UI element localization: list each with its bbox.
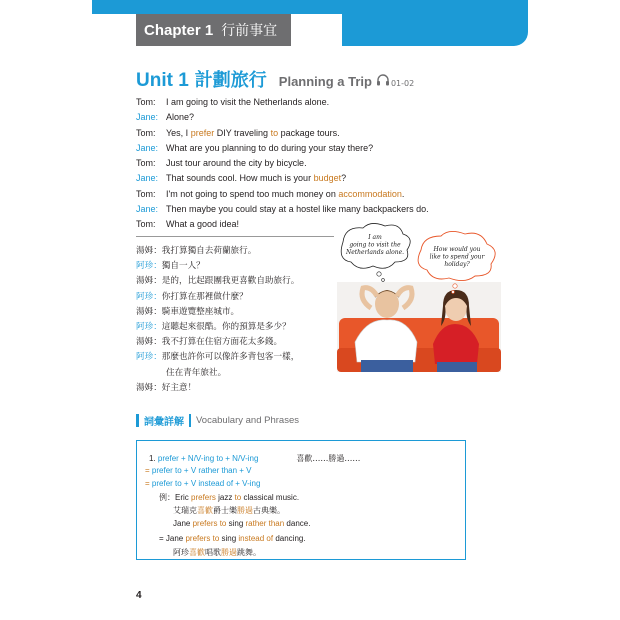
translation-text: 是的，比起跟團我更喜歡自助旅行。 [161, 276, 300, 287]
vocabulary-heading-zh: 詞彙詳解 [144, 417, 184, 428]
phrase-pattern: prefer + N/V-ing to + N/V-ing [157, 454, 259, 463]
speaker-name-zh: 湯姆： [136, 246, 162, 256]
translation-text: 騎車遊覽整座城市。 [161, 306, 240, 317]
unit-title-zh: 計劃旅行 [194, 70, 267, 91]
vocabulary-heading [136, 413, 299, 428]
translation-text: 住在青年旅社。 [166, 367, 227, 378]
highlighted-word: rather than [245, 519, 285, 528]
vocabulary-box [136, 440, 466, 560]
speaker-name: Tom: [136, 188, 156, 199]
vocabulary-text: = [159, 534, 166, 543]
translation-line [136, 350, 336, 365]
bubble-text-line: Netherlands alone. [345, 249, 405, 256]
highlighted-word: to [234, 493, 242, 502]
dialogue-line [136, 156, 496, 171]
keyword: budget [313, 173, 342, 184]
vocabulary-text: dance. [284, 519, 311, 528]
chapter-header [92, 0, 528, 46]
dialogue-line [136, 95, 496, 110]
speaker-name-zh: 阿珍： [136, 261, 162, 272]
translation-line [136, 320, 336, 335]
unit-title-en: Planning a Trip [278, 74, 372, 89]
highlighted-word: instead of [238, 534, 274, 543]
dialogue-text: Alone? [166, 112, 195, 123]
vocabulary-text: 例： [159, 493, 175, 502]
vocabulary-text: 古典樂。 [253, 506, 285, 515]
speaker-name-zh: 湯姆： [136, 276, 162, 287]
illustration [337, 222, 501, 372]
chapter-tab [136, 14, 291, 46]
vocabulary-line [159, 534, 306, 543]
translation-line [136, 305, 336, 320]
bubble-text-line: going to visit the [349, 241, 401, 249]
translation-text: 好主意！ [161, 382, 197, 393]
speaker-name: Jane: [136, 112, 159, 123]
heading-separator [189, 414, 191, 427]
vocabulary-line [173, 505, 285, 516]
dialogue-text: What are you planning to do during your stay there? [166, 142, 374, 153]
dialogue-text: ? [341, 173, 347, 184]
bubble-text-line: like to spend your [429, 253, 485, 261]
speaker-name: Tom: [136, 158, 156, 169]
dialogue-text: DIY traveling [214, 127, 271, 138]
keyword: to [270, 127, 279, 138]
page-number: 4 [136, 590, 142, 601]
translation-line [136, 274, 336, 289]
translation-text: 我不打算在住宿方面花太多錢。 [161, 337, 283, 348]
vocabulary-text: Eric [175, 493, 191, 502]
translation-line [136, 381, 336, 396]
dialogue-line [136, 141, 496, 156]
phrase-pattern: prefer to + V rather than + V [151, 466, 252, 475]
translation-text: 那麼也許你可以像許多背包客一樣， [161, 352, 300, 363]
translation-line [136, 244, 336, 259]
dialogue-text: package tours. [278, 127, 340, 138]
chapter-label: Chapter 1 [144, 21, 214, 39]
vocabulary-text: jazz [215, 493, 235, 502]
phrase-gloss: 喜歡……勝過…… [296, 454, 361, 463]
dialogue-line [136, 110, 496, 125]
dialogue-text: That sounds cool. How much is your [166, 173, 314, 184]
highlighted-word: = [145, 466, 152, 475]
translation-line [136, 335, 336, 350]
heading-bar [136, 414, 139, 427]
speaker-name: Jane: [136, 204, 159, 215]
dialogue-text: What a good idea! [166, 219, 240, 230]
vocabulary-line [145, 479, 260, 488]
translation-line [136, 290, 336, 305]
highlighted-word: prefers to [185, 534, 220, 543]
headphones-icon[interactable] [376, 71, 390, 83]
keyword: accommodation [338, 188, 402, 199]
vocabulary-heading-en: Vocabulary and Phrases [196, 415, 299, 426]
vocabulary-text: 跳舞。 [237, 548, 261, 557]
vocabulary-text: 爵士樂 [213, 506, 237, 515]
speaker-name: Tom: [136, 127, 156, 138]
speaker-name-zh: 湯姆： [136, 337, 162, 348]
speaker-name-zh: 阿珍： [136, 291, 162, 302]
bubble-text-line: How would you [433, 246, 481, 253]
chapter-accent-block [342, 14, 528, 46]
dialogue-text: I'm not going to spend too much money on [166, 188, 339, 199]
vocabulary-text: sing [226, 519, 246, 528]
translation-text: 這聽起來很酷。你的預算是多少？ [161, 322, 291, 333]
vocabulary-text: classical music. [241, 493, 300, 502]
section-divider [136, 236, 334, 237]
vocabulary-text: sing [219, 534, 239, 543]
speaker-name: Tom: [136, 219, 156, 230]
unit-label: Unit 1 [136, 70, 189, 91]
speaker-name: Jane: [136, 173, 159, 184]
dialogue-translation [136, 244, 336, 396]
audio-track-number: 01-02 [390, 79, 415, 88]
translation-line [136, 366, 336, 381]
dialogue-text: Then maybe you could stay at a hostel like many backpackers do. [166, 204, 429, 215]
bubble-text-line: holiday? [444, 261, 470, 268]
speaker-name-zh: 阿珍： [136, 322, 162, 333]
speaker-name-zh: 湯姆： [136, 382, 162, 393]
translation-line [136, 259, 336, 274]
vocabulary-text: Jane [165, 534, 186, 543]
translation-text: 獨自一人？ [161, 261, 205, 272]
vocabulary-text: 阿珍 [173, 548, 189, 557]
vocabulary-text: 1. [149, 454, 158, 463]
dialogue [136, 95, 496, 233]
chapter-top-band [92, 0, 528, 14]
vocabulary-line [145, 466, 252, 475]
speaker-name-zh: 湯姆： [136, 306, 162, 317]
chapter-title: 行前事宜 [221, 23, 278, 39]
thought-bubble-left [341, 223, 410, 281]
highlighted-word: prefers [191, 493, 216, 502]
highlighted-word: prefers to [192, 519, 227, 528]
vocabulary-text: dancing. [273, 534, 306, 543]
vocabulary-text: 唱歌 [205, 548, 221, 557]
dialogue-line [136, 202, 496, 217]
speaker-name: Jane: [136, 142, 159, 153]
dialogue-text: . [401, 188, 405, 199]
dialogue-text: Just tour around the city by bicycle. [166, 158, 307, 169]
highlighted-word: = [145, 479, 152, 488]
highlighted-word: 勝過 [237, 506, 253, 515]
vocabulary-text: Jane [173, 519, 193, 528]
dialogue-line [136, 126, 496, 141]
translation-text: 我打算獨自去荷蘭旅行。 [161, 246, 257, 256]
dialogue-text: I am going to visit the Netherlands alone. [166, 97, 330, 107]
keyword: prefer [190, 127, 215, 138]
vocabulary-line [173, 519, 310, 528]
vocabulary-line [159, 492, 299, 503]
speaker-name-zh: 阿珍： [136, 352, 162, 363]
highlighted-word: 勝過 [221, 548, 237, 557]
highlighted-word: 喜歡 [197, 506, 213, 515]
speaker-name: Tom: [136, 97, 156, 107]
unit-title [136, 66, 414, 92]
vocabulary-text: 艾瑞克 [173, 506, 197, 515]
vocabulary-line [149, 453, 360, 464]
bubble-text-line: I am [368, 234, 382, 241]
dialogue-text: Yes, I [166, 127, 191, 138]
phrase-pattern: prefer to + V instead of + V-ing [151, 479, 261, 488]
dialogue-line [136, 171, 496, 186]
man-figure [355, 288, 417, 372]
vocabulary-line [173, 547, 261, 558]
translation-text: 你打算在那裡做什麼？ [161, 291, 248, 302]
highlighted-word: 喜歡 [189, 548, 205, 557]
dialogue-line [136, 187, 496, 202]
